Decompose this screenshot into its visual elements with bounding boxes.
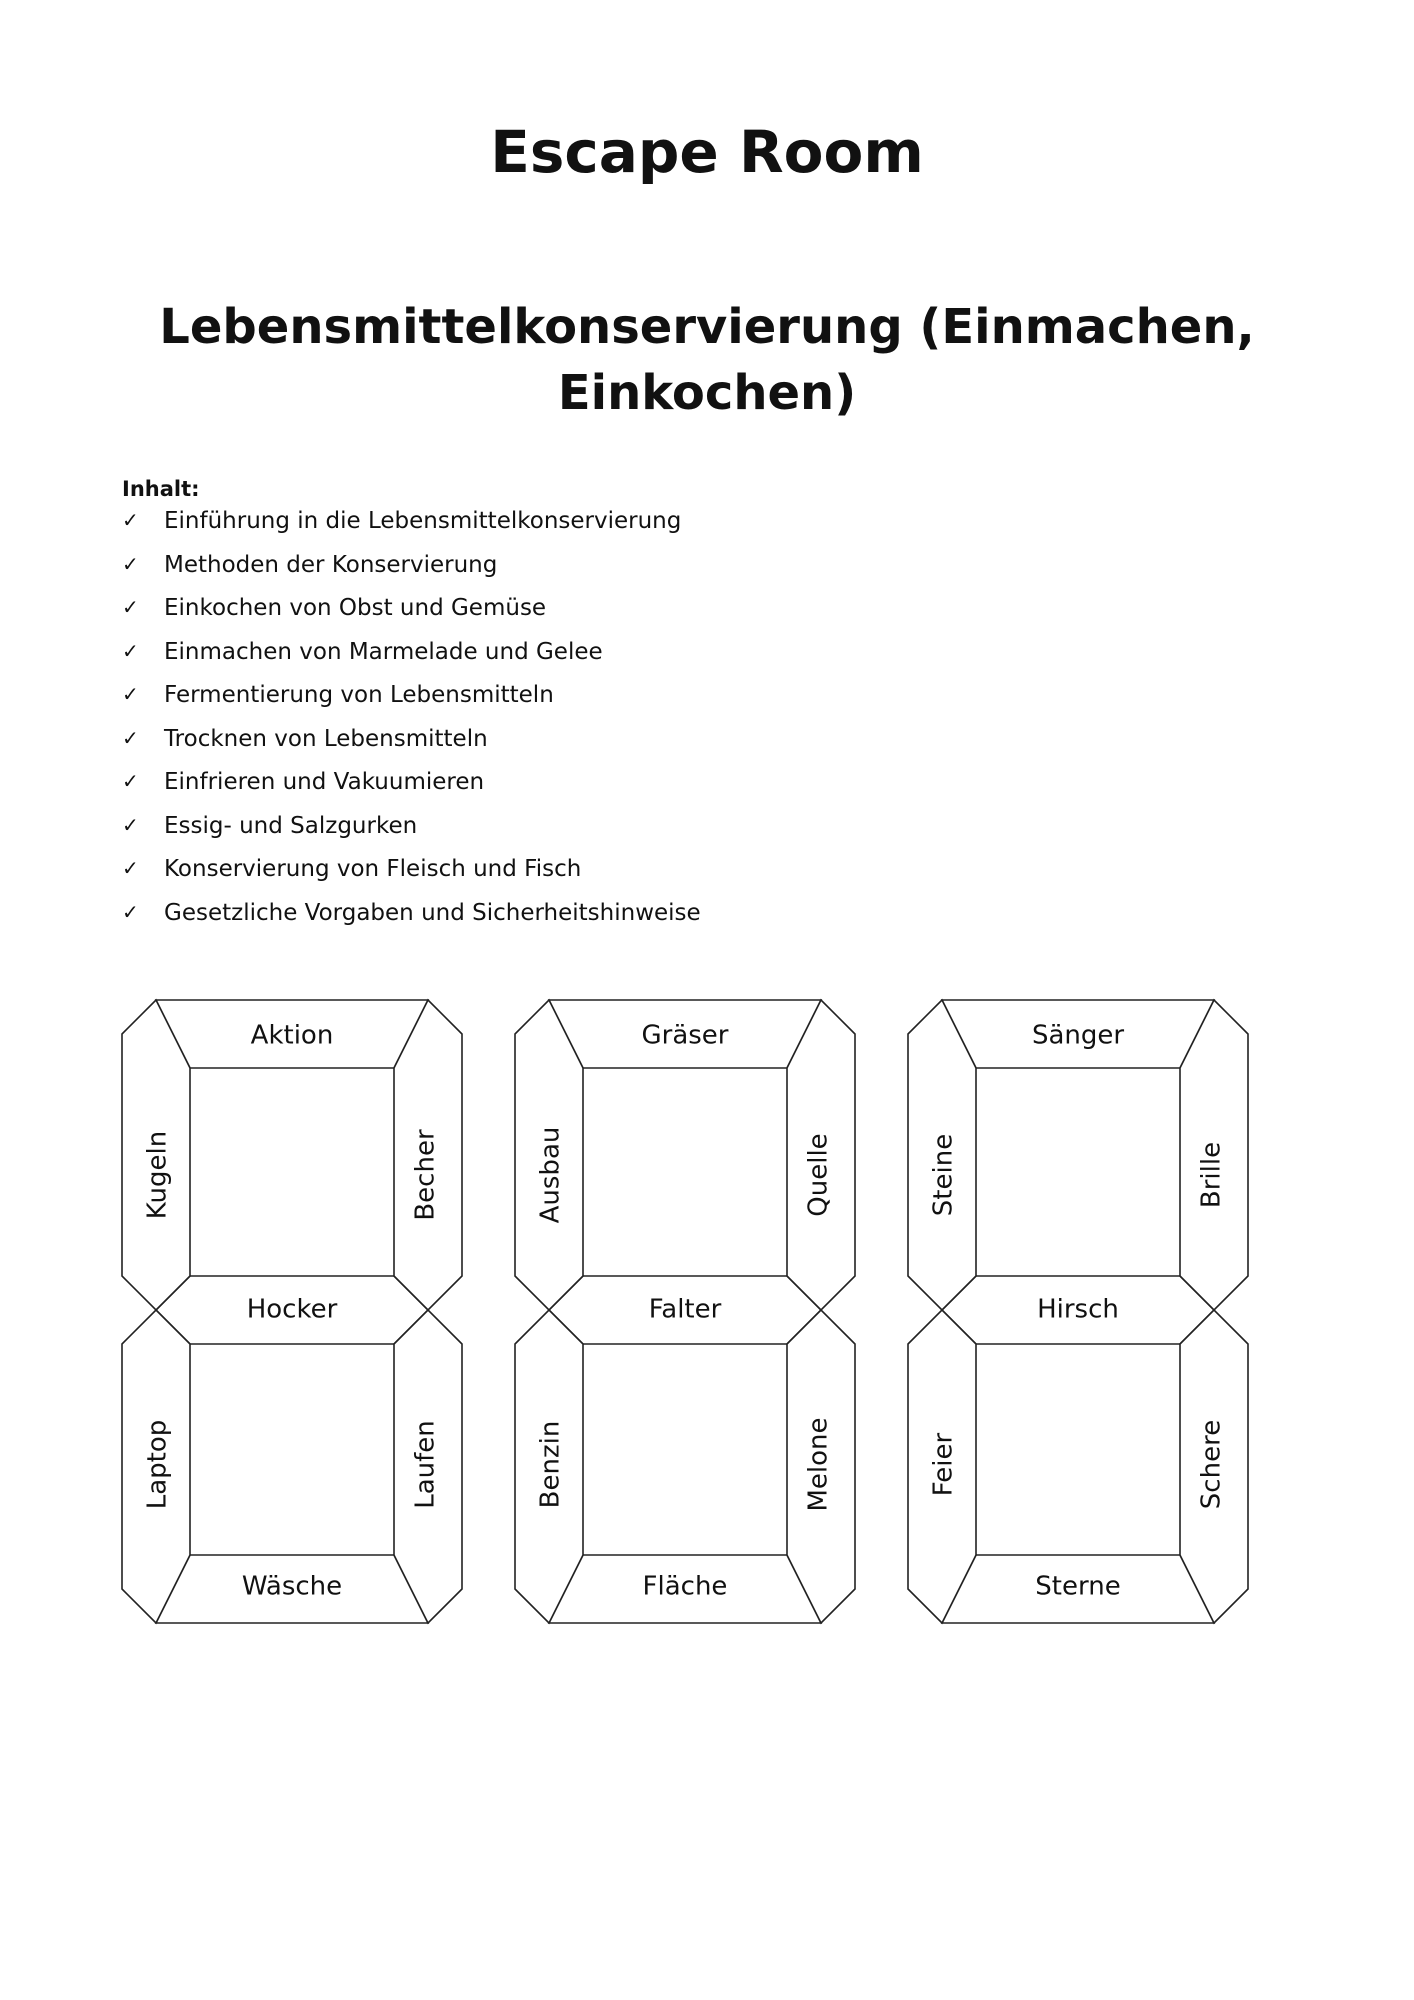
segment-lower-right-word: Laufen	[410, 1420, 441, 1509]
segment-upper-right-word: Quelle	[803, 1133, 834, 1217]
check-icon: ✓	[122, 769, 139, 793]
segment-top-word: Aktion	[250, 1020, 334, 1051]
contents-item-label: Einfrieren und Vakuumieren	[164, 769, 485, 795]
segment-middle-word: Hirsch	[1037, 1294, 1119, 1325]
segment-lower-left-word: Laptop	[142, 1419, 173, 1510]
subtitle: Lebensmittelkonservierung (Einmachen, Einkochen)	[159, 299, 1255, 421]
segment-upper-right-word: Brille	[1196, 1141, 1227, 1209]
segment-upper-right-word: Becher	[410, 1129, 441, 1221]
check-icon: ✓	[122, 638, 139, 663]
check-icon: ✓	[122, 856, 139, 880]
segment-bottom-word: Sterne	[1035, 1571, 1121, 1602]
contents-label: Inhalt:	[122, 477, 200, 501]
check-icon: ✓	[122, 595, 139, 619]
contents-item-label: Einführung in die Lebensmittelkonservierung	[164, 508, 682, 534]
check-icon: ✓	[122, 812, 139, 837]
segment-lower-right-word: Melone	[803, 1417, 834, 1512]
segment-top-word: Sänger	[1031, 1020, 1125, 1051]
contents-item-label: Einmachen von Marmelade und Gelee	[164, 638, 603, 665]
segment-upper-left-word: Ausbau	[535, 1126, 566, 1224]
check-icon: ✓	[122, 551, 139, 576]
segment-bottom-word: Fläche	[642, 1571, 728, 1602]
segment-upper-left-word: Steine	[928, 1133, 959, 1217]
segment-upper-left-word: Kugeln	[142, 1130, 173, 1220]
contents-item-label: Gesetzliche Vorgaben und Sicherheitshinweise	[164, 899, 701, 926]
contents-item-label: Essig- und Salzgurken	[164, 812, 418, 839]
check-icon: ✓	[122, 725, 139, 750]
segment-lower-right-word: Schere	[1196, 1419, 1227, 1510]
check-icon: ✓	[122, 682, 139, 706]
contents-item-label: Konservierung von Fleisch und Fisch	[164, 856, 582, 882]
segment-lower-left-word: Feier	[928, 1432, 959, 1497]
page-title: Escape Room	[490, 118, 924, 186]
contents-item-label: Trocknen von Lebensmitteln	[164, 725, 488, 752]
check-icon: ✓	[122, 508, 139, 532]
segment-top-word: Gräser	[641, 1020, 729, 1051]
segment-lower-left-word: Benzin	[535, 1420, 566, 1509]
contents-item-label: Methoden der Konservierung	[164, 551, 498, 578]
segment-bottom-word: Wäsche	[241, 1571, 343, 1602]
contents-item-label: Einkochen von Obst und Gemüse	[164, 595, 547, 621]
check-icon: ✓	[122, 899, 139, 924]
segment-middle-word: Falter	[648, 1294, 722, 1325]
segment-middle-word: Hocker	[246, 1294, 338, 1325]
contents-item-label: Fermentierung von Lebensmitteln	[164, 682, 554, 708]
